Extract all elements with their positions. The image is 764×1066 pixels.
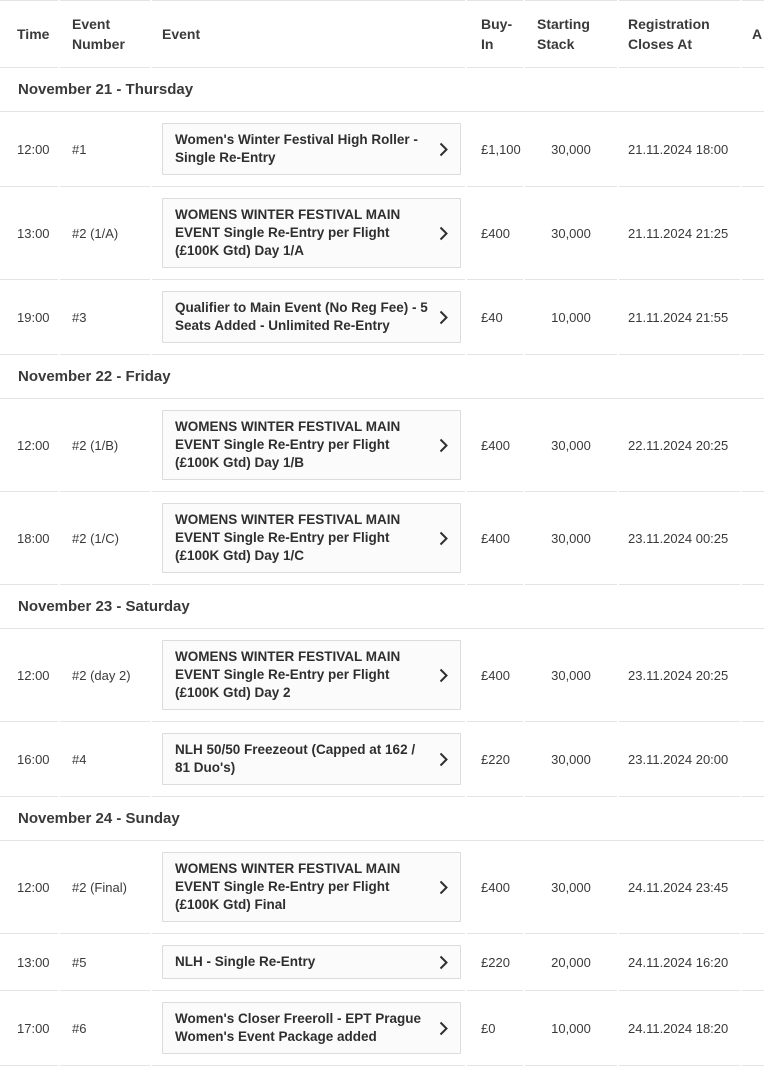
table-row bbox=[0, 399, 764, 492]
event-number-cell: #5 bbox=[60, 934, 150, 991]
event-button[interactable] bbox=[162, 852, 461, 922]
table-body bbox=[0, 68, 764, 1066]
event-number-cell: #2 (1/A) bbox=[60, 187, 150, 280]
registration-closes-cell: 22.11.2024 20:25 bbox=[619, 399, 740, 492]
event-name-label: Qualifier to Main Event (No Reg Fee) - 5 Seats Added - Unlimited Re-Entry bbox=[175, 300, 428, 333]
event-name-label: WOMENS WINTER FESTIVAL MAIN EVENT Single Re-Entry per Flight (£100K Gtd) Day 1/C bbox=[175, 512, 401, 563]
table-row bbox=[0, 934, 764, 991]
event-name-label: WOMENS WINTER FESTIVAL MAIN EVENT Single Re-Entry per Flight (£100K Gtd) Day 1/A bbox=[175, 207, 401, 258]
date-label: November 22 - Friday bbox=[18, 368, 171, 385]
event-button[interactable] bbox=[162, 410, 461, 480]
starting-stack-cell: 10,000 bbox=[525, 280, 617, 355]
event-number-cell: #2 (1/C) bbox=[60, 492, 150, 585]
event-name-label: Women's Closer Freeroll - EPT Prague Women's Event Package added bbox=[175, 1011, 422, 1044]
chevron-right-icon bbox=[439, 142, 448, 157]
starting-stack-cell: 30,000 bbox=[525, 187, 617, 280]
event-button[interactable] bbox=[162, 1002, 461, 1054]
date-label: November 23 - Saturday bbox=[18, 598, 190, 615]
date-label: November 21 - Thursday bbox=[18, 81, 194, 98]
column-header-registration-closes: Registration Closes At bbox=[619, 0, 740, 68]
time-cell: 12:00 bbox=[0, 841, 58, 934]
column-header-time: Time bbox=[0, 0, 58, 68]
event-button[interactable] bbox=[162, 733, 461, 785]
event-name-label: NLH - Single Re-Entry bbox=[175, 954, 316, 969]
chevron-right-icon bbox=[439, 226, 448, 241]
table-row bbox=[0, 112, 764, 187]
a-cell bbox=[742, 991, 764, 1066]
event-name-label: WOMENS WINTER FESTIVAL MAIN EVENT Single Re-Entry per Flight (£100K Gtd) Day 1/B bbox=[175, 419, 401, 470]
column-header-event-number: Event Number bbox=[60, 0, 150, 68]
event-button[interactable] bbox=[162, 291, 461, 343]
event-number-cell: #3 bbox=[60, 280, 150, 355]
event-cell bbox=[152, 629, 465, 722]
date-header-row bbox=[0, 68, 764, 112]
registration-closes-cell: 23.11.2024 20:00 bbox=[619, 722, 740, 797]
event-name-label: WOMENS WINTER FESTIVAL MAIN EVENT Single Re-Entry per Flight (£100K Gtd) Final bbox=[175, 861, 401, 912]
date-header-row bbox=[0, 797, 764, 841]
registration-closes-cell: 23.11.2024 00:25 bbox=[619, 492, 740, 585]
event-button[interactable] bbox=[162, 640, 461, 710]
starting-stack-cell: 10,000 bbox=[525, 991, 617, 1066]
a-cell bbox=[742, 280, 764, 355]
a-cell bbox=[742, 399, 764, 492]
date-header-row bbox=[0, 355, 764, 399]
registration-closes-cell: 23.11.2024 20:25 bbox=[619, 629, 740, 722]
buy-in-cell: £400 bbox=[467, 399, 523, 492]
a-cell bbox=[742, 629, 764, 722]
event-name-label: WOMENS WINTER FESTIVAL MAIN EVENT Single Re-Entry per Flight (£100K Gtd) Day 2 bbox=[175, 649, 401, 700]
event-cell bbox=[152, 991, 465, 1066]
time-cell: 17:00 bbox=[0, 991, 58, 1066]
starting-stack-cell: 30,000 bbox=[525, 629, 617, 722]
event-number-cell: #2 (Final) bbox=[60, 841, 150, 934]
buy-in-cell: £40 bbox=[467, 280, 523, 355]
table-row bbox=[0, 629, 764, 722]
event-name-label: NLH 50/50 Freezeout (Capped at 162 / 81 Duo's) bbox=[175, 742, 416, 775]
time-cell: 13:00 bbox=[0, 187, 58, 280]
chevron-right-icon bbox=[439, 752, 448, 767]
table-row bbox=[0, 722, 764, 797]
a-cell bbox=[742, 841, 764, 934]
event-name-label: Women's Winter Festival High Roller - Single Re-Entry bbox=[175, 132, 418, 165]
table-row bbox=[0, 492, 764, 585]
a-cell bbox=[742, 722, 764, 797]
table-row bbox=[0, 280, 764, 355]
a-cell bbox=[742, 492, 764, 585]
time-cell: 12:00 bbox=[0, 399, 58, 492]
event-button[interactable] bbox=[162, 503, 461, 573]
a-cell bbox=[742, 187, 764, 280]
event-button[interactable] bbox=[162, 198, 461, 268]
event-cell bbox=[152, 399, 465, 492]
buy-in-cell: £400 bbox=[467, 187, 523, 280]
chevron-right-icon bbox=[439, 880, 448, 895]
time-cell: 19:00 bbox=[0, 280, 58, 355]
column-header-a: A bbox=[742, 0, 764, 68]
time-cell: 13:00 bbox=[0, 934, 58, 991]
event-cell bbox=[152, 187, 465, 280]
table-header-row bbox=[0, 0, 764, 68]
column-header-buy-in: Buy-In bbox=[467, 0, 523, 68]
time-cell: 12:00 bbox=[0, 112, 58, 187]
chevron-right-icon bbox=[439, 1021, 448, 1036]
a-cell bbox=[742, 112, 764, 187]
event-number-cell: #2 (day 2) bbox=[60, 629, 150, 722]
time-cell: 18:00 bbox=[0, 492, 58, 585]
registration-closes-cell: 21.11.2024 21:25 bbox=[619, 187, 740, 280]
date-header-row bbox=[0, 585, 764, 629]
buy-in-cell: £220 bbox=[467, 934, 523, 991]
event-number-cell: #2 (1/B) bbox=[60, 399, 150, 492]
buy-in-cell: £220 bbox=[467, 722, 523, 797]
event-cell bbox=[152, 112, 465, 187]
buy-in-cell: £400 bbox=[467, 841, 523, 934]
buy-in-cell: £400 bbox=[467, 492, 523, 585]
event-number-cell: #4 bbox=[60, 722, 150, 797]
starting-stack-cell: 30,000 bbox=[525, 399, 617, 492]
column-header-event: Event bbox=[152, 0, 465, 68]
event-number-cell: #1 bbox=[60, 112, 150, 187]
registration-closes-cell: 24.11.2024 18:20 bbox=[619, 991, 740, 1066]
table-row bbox=[0, 187, 764, 280]
registration-closes-cell: 24.11.2024 23:45 bbox=[619, 841, 740, 934]
buy-in-cell: £400 bbox=[467, 629, 523, 722]
event-cell bbox=[152, 280, 465, 355]
starting-stack-cell: 20,000 bbox=[525, 934, 617, 991]
time-cell: 16:00 bbox=[0, 722, 58, 797]
chevron-right-icon bbox=[439, 310, 448, 325]
chevron-right-icon bbox=[439, 955, 448, 970]
event-cell bbox=[152, 841, 465, 934]
buy-in-cell: £0 bbox=[467, 991, 523, 1066]
chevron-right-icon bbox=[439, 438, 448, 453]
event-button[interactable] bbox=[162, 945, 461, 979]
event-number-cell: #6 bbox=[60, 991, 150, 1066]
event-button[interactable] bbox=[162, 123, 461, 175]
table-row bbox=[0, 841, 764, 934]
buy-in-cell: £1,100 bbox=[467, 112, 523, 187]
a-cell bbox=[742, 934, 764, 991]
event-cell bbox=[152, 934, 465, 991]
starting-stack-cell: 30,000 bbox=[525, 722, 617, 797]
event-cell bbox=[152, 492, 465, 585]
starting-stack-cell: 30,000 bbox=[525, 492, 617, 585]
registration-closes-cell: 24.11.2024 16:20 bbox=[619, 934, 740, 991]
time-cell: 12:00 bbox=[0, 629, 58, 722]
registration-closes-cell: 21.11.2024 18:00 bbox=[619, 112, 740, 187]
date-label: November 24 - Sunday bbox=[18, 810, 180, 827]
chevron-right-icon bbox=[439, 531, 448, 546]
starting-stack-cell: 30,000 bbox=[525, 112, 617, 187]
starting-stack-cell: 30,000 bbox=[525, 841, 617, 934]
table-row bbox=[0, 991, 764, 1066]
chevron-right-icon bbox=[439, 668, 448, 683]
event-cell bbox=[152, 722, 465, 797]
column-header-starting-stack: Starting Stack bbox=[525, 0, 617, 68]
registration-closes-cell: 21.11.2024 21:55 bbox=[619, 280, 740, 355]
